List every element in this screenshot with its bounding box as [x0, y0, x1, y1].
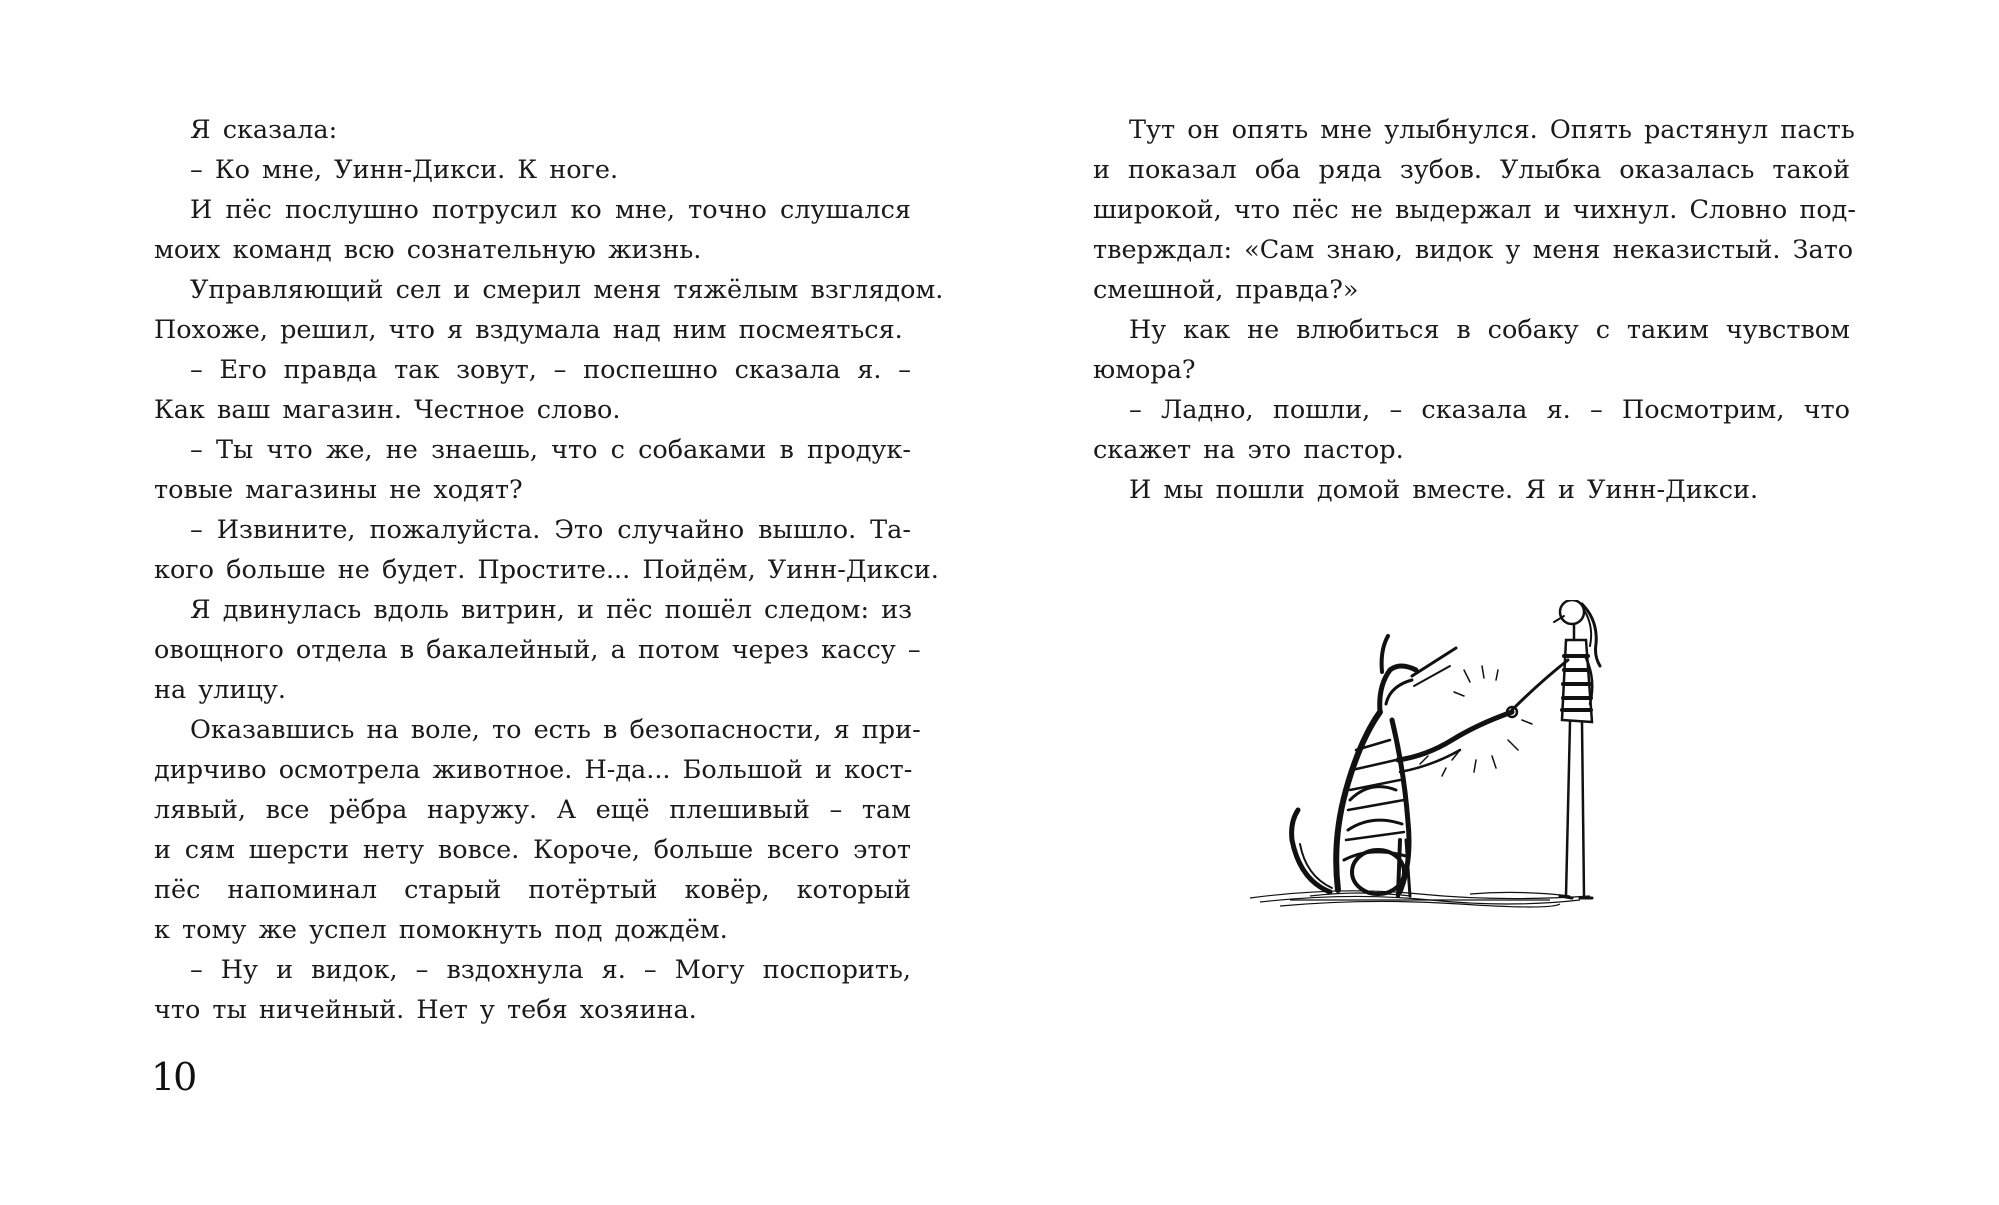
page-number: 10: [151, 1055, 196, 1099]
text-line: Я сказала:: [190, 115, 338, 145]
text-line: Похоже, решил, что я вздумала над ним посмеяться.: [154, 315, 903, 345]
text-line: лявый, все рёбра наружу. А ещё плешивый – там: [154, 795, 911, 825]
text-line: Оказавшись на воле, то есть в безопасности, я при-: [190, 715, 921, 745]
sparkle-icon: [1420, 666, 1532, 776]
text-line: широкой, что пёс не выдержал и чихнул. Словно под-: [1093, 195, 1856, 225]
text-line: И пёс послушно потрусил ко мне, точно слушался: [190, 195, 911, 225]
text-line: юмора?: [1093, 355, 1196, 385]
text-line: – Его правда так зовут, – поспешно сказала я. –: [190, 355, 911, 385]
text-line: овощного отдела в бакалейный, а потом через кассу –: [154, 635, 921, 665]
text-line: дирчиво осмотрела животное. Н-да... Большой и кост-: [154, 755, 913, 785]
right-page: [1000, 0, 1999, 1205]
text-line: И мы пошли домой вместе. Я и Уинн-Дикси.: [1129, 475, 1759, 505]
text-line: кого больше не будет. Простите... Пойдём, Уинн-Дикси.: [154, 555, 939, 585]
girl-figure-icon: [1507, 600, 1600, 898]
text-line: – Ко мне, Уинн-Дикси. К ноге.: [190, 155, 619, 185]
text-line: – Извините, пожалуйста. Это случайно вышло. Та-: [190, 515, 911, 545]
dog-figure-icon: [1292, 636, 1512, 896]
text-line: что ты ничейный. Нет у тебя хозяина.: [154, 995, 697, 1025]
text-line: Я двинулась вдоль витрин, и пёс пошёл следом: из: [190, 595, 913, 625]
text-line: Тут он опять мне улыбнулся. Опять растянул пасть: [1129, 115, 1855, 145]
left-text-column: [154, 110, 944, 1030]
text-line: Управляющий сел и смерил меня тяжёлым взглядом.: [190, 275, 944, 305]
text-line: пёс напоминал старый потёртый ковёр, который: [154, 875, 911, 905]
text-line: – Ладно, пошли, – сказала я. – Посмотрим, что: [1129, 395, 1850, 425]
text-line: – Ты что же, не знаешь, что с собаками в продук-: [190, 435, 911, 465]
text-line: на улицу.: [154, 675, 287, 705]
text-line: Ну как не влюбиться в собаку с таким чувством: [1129, 315, 1850, 345]
text-line: моих команд всю сознательную жизнь.: [154, 235, 702, 265]
text-line: к тому же успел помокнуть под дождём.: [154, 915, 728, 945]
text-line: Как ваш магазин. Честное слово.: [154, 395, 621, 425]
text-line: и показал оба ряда зубов. Улыбка оказалась такой: [1093, 155, 1850, 185]
text-line: товые магазины не ходят?: [154, 475, 523, 505]
ground-shadow-icon: [1250, 891, 1590, 907]
dog-and-girl-illustration: [1220, 600, 1640, 920]
text-line: скажет на это пастор.: [1093, 435, 1404, 465]
text-line: – Ну и видок, – вздохнула я. – Могу поспорить,: [190, 955, 911, 985]
right-text-column: [1093, 110, 1856, 510]
text-line: тверждал: «Сам знаю, видок у меня неказистый. Зато: [1093, 235, 1854, 265]
text-line: смешной, правда?»: [1093, 275, 1359, 305]
text-line: и сям шерсти нету вовсе. Короче, больше всего этот: [154, 835, 911, 865]
